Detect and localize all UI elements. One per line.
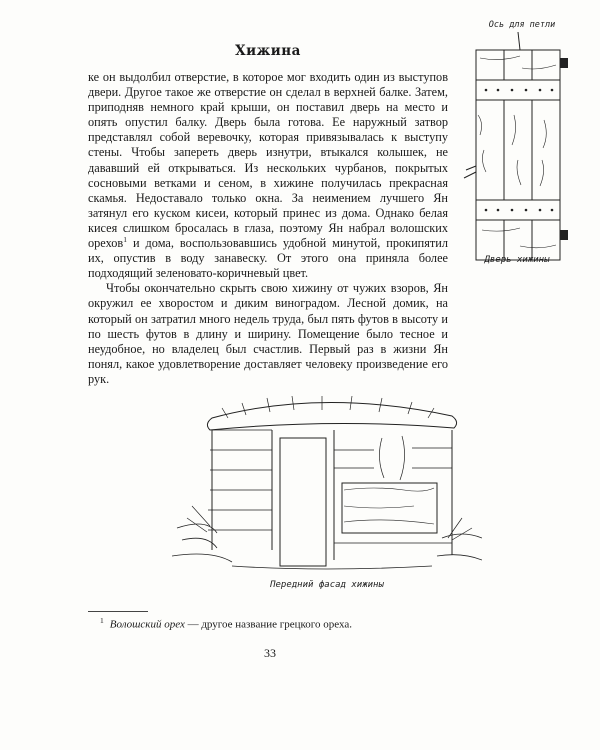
paragraph-1-text: ке он выдолбил отверстие, в которое мог входить один из выступов двери. Другое такое же отверстие он сделал в верхней балке. Затем, приподняв немного край крыши, он поставил дверь на место и опять опустил балку. Дверь была готова. Ее наружный затвор представлял собой веревочку, которая привязывалась к выступу стены. Чтобы запереть дверь изнутри, втыкался колышек, не дававший ей открываться. Из нескольких чурбанов, покрытых сосновыми ветками и сеном, в хижине получилась прекрасная скамья. Недоставало только окна. За неимением лучшего Ян затянул его куском кисеи, который принес из дома. Однако белая кисея слишком бросалась в глаза, поэтому Ян набрал волошских орехов <box>88 70 448 251</box>
body-text <box>88 70 448 387</box>
footnote-divider <box>88 611 148 612</box>
door-bottom-caption: Дверь хижины <box>484 255 550 265</box>
footnote-mark: 1 <box>100 616 104 625</box>
door-illustration <box>458 20 578 270</box>
paragraph-1 <box>88 70 448 281</box>
footnote-text: — другое название грецкого ореха. <box>184 618 353 631</box>
page-title: Хижина <box>235 43 301 59</box>
hinge-pointer-line <box>518 32 520 50</box>
hut-caption: Передний фасад хижины <box>270 580 384 590</box>
paragraph-1-continued: и дома, воспользовавшись удобной минутой, прокипятил их, опустив в воду занавеску. От этого она приняла более подходящий зеленовато-коричневый цвет. <box>88 236 449 281</box>
footnote <box>100 616 450 631</box>
footnote-term: Волошский орех <box>109 618 185 631</box>
hut-illustration <box>172 378 482 578</box>
footnote-reference: 1 <box>123 234 127 244</box>
paragraph-2: Чтобы окончательно скрыть свою хижину от чужих взоров, Ян окружил ее хворостом и диким виноградом. Лесной домик, на который он затратил много недель труда, был пять футов в высоту и по шесть футов в длину и ширину. Помещение было тесное и неудобное, но владелец был счастлив. Первый раз в жизни Ян понял, какое удовлетворение доставляет человеку произведение его рук. <box>88 281 448 386</box>
door-top-caption: Ось для петли <box>488 20 556 30</box>
page-number: 33 <box>264 646 276 660</box>
